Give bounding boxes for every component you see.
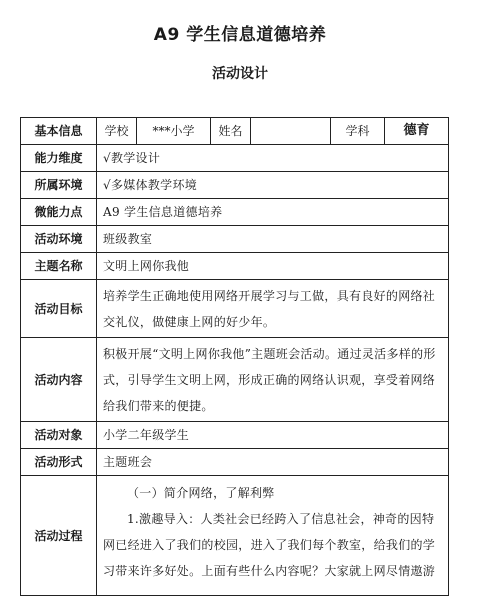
- name-label: 姓名: [211, 118, 251, 145]
- document-subtitle: 活动设计: [212, 66, 268, 82]
- target-value: 小学二年级学生: [97, 422, 449, 449]
- theme-label: 主题名称: [21, 253, 97, 280]
- ability-value: √教学设计: [97, 145, 449, 172]
- document-title: A9 学生信息道德培养: [153, 25, 327, 45]
- activity-environment-value: 班级教室: [97, 226, 449, 253]
- school-label: 学校: [97, 118, 137, 145]
- environment-value: √多媒体教学环境: [97, 172, 449, 199]
- row-theme: [21, 253, 449, 280]
- content-value: 积极开展“文明上网你我他”主题班会活动。通过灵活多样的形式，引导学生文明上网，形成正确的网络认识观，享受着网络给我们带来的便捷。: [97, 338, 449, 422]
- row-ability: [21, 145, 449, 172]
- form-label: 活动形式: [21, 449, 97, 476]
- form-value: 主题班会: [97, 449, 449, 476]
- ability-label: 能力维度: [21, 145, 97, 172]
- activity-environment-label: 活动环境: [21, 226, 97, 253]
- process-heading: （一）简介网络，了解利弊: [127, 486, 275, 500]
- row-target: [21, 422, 449, 449]
- goal-value: 培养学生正确地使用网络开展学习与工做，具有良好的网络社交礼仪，做健康上网的好少年。: [97, 280, 449, 338]
- process-cell: [97, 476, 449, 596]
- process-paragraph: 1.激趣导入：人类社会已经跨入了信息社会，神奇的因特网已经进入了我们的校园，进入了我们每个教室，给我们的学习带来许多好处。上面有些什么内容呢？大家就上网尽情遨游: [103, 512, 436, 578]
- name-value: [251, 118, 331, 145]
- row-activity-environment: [21, 226, 449, 253]
- row-form: [21, 449, 449, 476]
- target-label: 活动对象: [21, 422, 97, 449]
- process-label: 活动过程: [21, 476, 97, 596]
- environment-label: 所属环境: [21, 172, 97, 199]
- theme-value: 文明上网你我他: [97, 253, 449, 280]
- row-process: [21, 476, 449, 596]
- subject-value: 德育: [385, 118, 449, 145]
- row-goal: [21, 280, 449, 338]
- row-environment: [21, 172, 449, 199]
- row-content: [21, 338, 449, 422]
- row-micro-ability: [21, 199, 449, 226]
- activity-design-table: [20, 117, 449, 596]
- subject-label: 学科: [331, 118, 385, 145]
- goal-label: 活动目标: [21, 280, 97, 338]
- row-basic-info: [21, 118, 449, 145]
- content-label: 活动内容: [21, 338, 97, 422]
- micro-ability-label: 微能力点: [21, 199, 97, 226]
- basic-info-label: 基本信息: [21, 118, 97, 145]
- micro-ability-value: A9 学生信息道德培养: [97, 199, 449, 226]
- school-value: ***小学: [137, 118, 211, 145]
